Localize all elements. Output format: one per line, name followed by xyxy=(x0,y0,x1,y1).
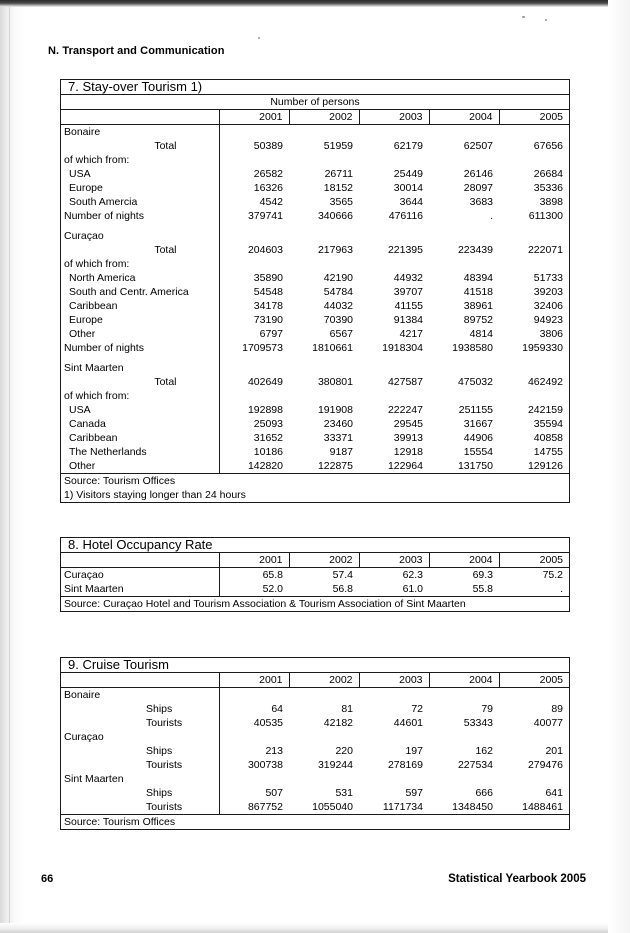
cell-2004: 251155 xyxy=(458,404,493,416)
cell-2004: 131750 xyxy=(457,460,493,472)
row-label: Curaçao xyxy=(61,730,219,744)
cell-2002: 44032 xyxy=(323,300,353,312)
cell-2001 xyxy=(219,730,289,744)
table-title: 7. Stay-over Tourism 1) xyxy=(61,80,569,95)
cell-2005 xyxy=(499,361,569,375)
table-row xyxy=(61,800,569,815)
row-label: Europe xyxy=(61,313,219,327)
row-label: South Amercia xyxy=(61,195,219,209)
cell-2001: 26582 xyxy=(253,168,283,180)
cell-2002: 26711 xyxy=(324,168,353,180)
table-row xyxy=(61,582,569,597)
cell-2005: 201 xyxy=(545,745,563,757)
cell-2004: 162 xyxy=(475,745,493,757)
cell-2003: 39707 xyxy=(393,286,423,298)
cell-2004 xyxy=(429,361,499,375)
cell-2003: 597 xyxy=(405,787,423,799)
cell-2003: 3644 xyxy=(399,196,423,208)
cell-2005: 222071 xyxy=(527,244,563,256)
table-row xyxy=(61,257,569,271)
table-row xyxy=(61,688,569,703)
table-row xyxy=(61,181,569,195)
year-header-row xyxy=(61,553,569,568)
cell-2002: 42190 xyxy=(323,272,353,284)
cell-2004: 69.3 xyxy=(472,569,493,581)
cell-2004 xyxy=(429,257,499,271)
year-header-2005: 2005 xyxy=(499,673,569,688)
cell-2002: 9187 xyxy=(329,446,353,458)
row-label: South and Centr. America xyxy=(61,285,219,299)
source-row xyxy=(61,474,569,489)
cell-2003: 4217 xyxy=(399,328,423,340)
cell-2003: 12918 xyxy=(393,446,423,458)
cell-2001: 65.8 xyxy=(262,569,283,581)
cell-2001 xyxy=(219,772,289,786)
cell-2003: 1918304 xyxy=(382,342,423,354)
cell-2001 xyxy=(219,361,289,375)
cell-2005 xyxy=(499,389,569,403)
cell-2005 xyxy=(499,257,569,271)
cell-2003 xyxy=(359,361,429,375)
cell-2002: 191908 xyxy=(317,404,353,416)
cell-2004 xyxy=(429,389,499,403)
cell-2002: 33371 xyxy=(323,432,353,444)
year-header-2002: 2002 xyxy=(289,110,359,125)
table-row xyxy=(61,744,569,758)
cell-2003: 72 xyxy=(411,703,423,715)
table-row xyxy=(61,271,569,285)
cell-2003: 29545 xyxy=(393,418,423,430)
cell-2005: 14755 xyxy=(533,446,563,458)
cell-2003 xyxy=(359,153,429,167)
cell-2003: 122964 xyxy=(387,460,423,472)
cell-2005 xyxy=(499,125,569,140)
cell-2005: 462492 xyxy=(527,376,563,388)
table-row xyxy=(61,153,569,167)
table-row xyxy=(61,195,569,209)
cell-2002: 3565 xyxy=(329,196,353,208)
year-header-2005: 2005 xyxy=(499,553,569,568)
cell-2005: 94923 xyxy=(533,314,563,326)
year-header-row xyxy=(61,673,569,688)
row-label: Bonaire xyxy=(61,125,219,140)
table-row xyxy=(61,361,569,375)
cell-2005: 3898 xyxy=(539,196,563,208)
cell-2004 xyxy=(429,772,499,786)
cell-2004: 3683 xyxy=(469,196,493,208)
cell-2003: 476116 xyxy=(388,210,423,222)
row-label: Sint Maarten xyxy=(61,361,219,375)
cell-2005 xyxy=(499,229,569,243)
cell-2004: 62507 xyxy=(463,140,493,152)
cell-2002: 6567 xyxy=(329,328,353,340)
year-header-2002: 2002 xyxy=(289,673,359,688)
cell-2004: 26146 xyxy=(463,168,493,180)
row-label: USA xyxy=(61,167,219,181)
cell-2004 xyxy=(429,730,499,744)
cell-2003 xyxy=(359,389,429,403)
cell-2002: 54784 xyxy=(323,286,353,298)
cell-2004: 15554 xyxy=(463,446,493,458)
year-header-2001: 2001 xyxy=(219,673,289,688)
cell-2002: 217963 xyxy=(317,244,353,256)
table-title: 8. Hotel Occupancy Rate xyxy=(61,538,569,553)
cell-2002: 57.4 xyxy=(332,569,353,581)
cell-2002: 220 xyxy=(335,745,353,757)
row-label: Bonaire xyxy=(61,688,219,703)
cell-2001: 25093 xyxy=(253,418,283,430)
row-label: Ships xyxy=(61,744,219,758)
table-title-row xyxy=(61,538,569,553)
cell-2005: 51733 xyxy=(533,272,563,284)
cell-2001: 204603 xyxy=(247,244,283,256)
cell-2005 xyxy=(499,688,569,703)
cell-2004: 1938580 xyxy=(452,342,493,354)
table-hotel-occupancy-rate xyxy=(60,537,570,612)
table-row xyxy=(61,299,569,313)
row-label: Canada xyxy=(61,417,219,431)
cell-2003 xyxy=(359,730,429,744)
cell-2002: 42182 xyxy=(323,717,353,729)
table-row xyxy=(61,786,569,800)
cell-2003: 221395 xyxy=(387,244,423,256)
cell-2003: 41155 xyxy=(394,300,423,312)
cell-2005: 611300 xyxy=(528,210,563,222)
cell-2003: 1171734 xyxy=(382,801,423,813)
cell-2001: 142820 xyxy=(247,460,283,472)
cell-2004: 44906 xyxy=(463,432,493,444)
table-row xyxy=(61,139,569,153)
cell-2003 xyxy=(359,125,429,140)
cell-2002: 319244 xyxy=(317,759,353,771)
cell-2002: 18152 xyxy=(323,182,353,194)
cell-2005: 26684 xyxy=(533,168,563,180)
table-row xyxy=(61,389,569,403)
cell-2003: 427587 xyxy=(387,376,423,388)
row-label: Tourists xyxy=(61,758,219,772)
cell-2004: 53343 xyxy=(463,717,493,729)
cell-2005: 35594 xyxy=(533,418,563,430)
cell-2001: 867752 xyxy=(247,801,283,813)
row-label: of which from: xyxy=(61,257,219,271)
source-row xyxy=(61,597,569,612)
unit-header: Number of persons xyxy=(61,95,569,110)
row-label: of which from: xyxy=(61,153,219,167)
cell-2004 xyxy=(429,688,499,703)
table-row xyxy=(61,431,569,445)
row-label: Total xyxy=(61,375,219,389)
year-header-2003: 2003 xyxy=(359,553,429,568)
cell-2002: 380801 xyxy=(317,376,353,388)
row-label: Caribbean xyxy=(61,431,219,445)
footnote-row xyxy=(61,488,569,502)
cell-2003: 61.0 xyxy=(402,583,423,595)
stay-over-tourism-table xyxy=(61,80,569,502)
cell-2001: 52.0 xyxy=(262,583,283,595)
cell-2002: 70390 xyxy=(323,314,353,326)
cell-2004: 31667 xyxy=(463,418,493,430)
cell-2005: 242159 xyxy=(527,404,563,416)
cell-2005: 67656 xyxy=(533,140,563,152)
cell-2005: 75.2 xyxy=(542,569,563,581)
cell-2005 xyxy=(499,772,569,786)
table-stay-over-tourism xyxy=(60,79,570,503)
cell-2002 xyxy=(289,389,359,403)
cell-2002: 340666 xyxy=(317,210,353,222)
cell-2001 xyxy=(219,257,289,271)
row-label: North America xyxy=(61,271,219,285)
cell-2005: 1959330 xyxy=(522,342,563,354)
cell-2005: 35336 xyxy=(533,182,563,194)
table-row xyxy=(61,125,569,140)
cell-2002 xyxy=(289,772,359,786)
page-number: 66 xyxy=(41,873,54,885)
cell-2002 xyxy=(289,257,359,271)
cell-2002 xyxy=(289,153,359,167)
row-label: Caribbean xyxy=(61,299,219,313)
cell-2002: 1055040 xyxy=(312,801,353,813)
cell-2002 xyxy=(289,730,359,744)
cell-2001: 73190 xyxy=(253,314,283,326)
cell-2004 xyxy=(429,229,499,243)
cell-2001 xyxy=(219,125,289,140)
cell-2001: 54548 xyxy=(253,286,283,298)
table-row xyxy=(61,285,569,299)
row-label: Ships xyxy=(61,786,219,800)
cell-2003: 62.3 xyxy=(402,569,423,581)
table-row xyxy=(61,243,569,257)
cell-2002: 531 xyxy=(335,787,353,799)
cell-2004: 79 xyxy=(481,703,493,715)
cell-2001: 50389 xyxy=(253,140,283,152)
cell-2002 xyxy=(289,688,359,703)
row-label: The Netherlands xyxy=(61,445,219,459)
year-header-2001: 2001 xyxy=(219,110,289,125)
cell-2005: 3806 xyxy=(539,328,563,340)
year-header-2003: 2003 xyxy=(359,673,429,688)
cell-2004: 227534 xyxy=(457,759,493,771)
cell-2003: 39913 xyxy=(393,432,423,444)
cell-2001 xyxy=(219,229,289,243)
cell-2001: 64 xyxy=(271,703,283,715)
cell-2004: 48394 xyxy=(463,272,493,284)
table-row xyxy=(61,417,569,431)
cell-2005: 1488461 xyxy=(522,801,563,813)
cell-2004 xyxy=(429,153,499,167)
row-label: Europe xyxy=(61,181,219,195)
cell-2001: 4542 xyxy=(259,196,283,208)
cell-2005: 279476 xyxy=(527,759,563,771)
year-header-blank xyxy=(61,673,219,688)
cell-2004: 4814 xyxy=(469,328,493,340)
table-row xyxy=(61,772,569,786)
cell-2005: 89 xyxy=(551,703,563,715)
cell-2003: 197 xyxy=(405,745,423,757)
cell-2001: 31652 xyxy=(253,432,283,444)
cell-2003: 44601 xyxy=(393,717,423,729)
year-header-blank xyxy=(61,110,219,125)
table-title-row xyxy=(61,80,569,95)
cell-2001 xyxy=(219,389,289,403)
cruise-tourism-table xyxy=(61,658,569,829)
year-header-2004: 2004 xyxy=(429,553,499,568)
table-title-row xyxy=(61,658,569,673)
table-row xyxy=(61,702,569,716)
cell-2001: 300738 xyxy=(247,759,283,771)
cell-2001: 35890 xyxy=(253,272,283,284)
cell-2003: 222247 xyxy=(387,404,423,416)
cell-2005: 32406 xyxy=(533,300,563,312)
table-row xyxy=(61,167,569,181)
cell-2001: 10186 xyxy=(253,446,283,458)
cell-2003: 25449 xyxy=(393,168,423,180)
table-cruise-tourism xyxy=(60,657,570,830)
row-label: USA xyxy=(61,403,219,417)
hotel-occupancy-table xyxy=(61,538,569,611)
year-header-2002: 2002 xyxy=(289,553,359,568)
cell-2001: 379741 xyxy=(247,210,283,222)
cell-2004: 28097 xyxy=(463,182,493,194)
cell-2002: 122875 xyxy=(317,460,353,472)
year-header-2004: 2004 xyxy=(429,673,499,688)
table-row xyxy=(61,209,569,223)
cell-2002: 23460 xyxy=(323,418,353,430)
year-header-2004: 2004 xyxy=(429,110,499,125)
cell-2005: 40858 xyxy=(533,432,563,444)
cell-2002: 56.8 xyxy=(332,583,353,595)
row-label: Number of nights xyxy=(61,341,219,355)
year-header-blank xyxy=(61,553,219,568)
section-header: N. Transport and Communication xyxy=(48,45,225,57)
cell-2002 xyxy=(289,361,359,375)
cell-2003 xyxy=(359,772,429,786)
row-label: Other xyxy=(61,459,219,474)
source-row xyxy=(61,815,569,830)
cell-2002: 81 xyxy=(341,703,353,715)
table-row xyxy=(61,730,569,744)
year-header-row xyxy=(61,110,569,125)
cell-2005 xyxy=(499,153,569,167)
source-note: Source: Tourism Offices xyxy=(61,474,569,489)
cell-2001 xyxy=(219,153,289,167)
table-row xyxy=(61,341,569,355)
year-header-2003: 2003 xyxy=(359,110,429,125)
table-row xyxy=(61,758,569,772)
unit-header-row xyxy=(61,95,569,110)
table-title: 9. Cruise Tourism xyxy=(61,658,569,673)
row-label: Total xyxy=(61,139,219,153)
table-row xyxy=(61,375,569,389)
row-label: Curaçao xyxy=(61,568,219,583)
cell-2004: 38961 xyxy=(463,300,493,312)
cell-2004: 666 xyxy=(475,787,493,799)
cell-2002: 51959 xyxy=(323,140,353,152)
cell-2005: 39203 xyxy=(533,286,563,298)
row-label: of which from: xyxy=(61,389,219,403)
table-row xyxy=(61,403,569,417)
cell-2005: . xyxy=(560,583,563,595)
cell-2001: 34178 xyxy=(253,300,283,312)
cell-2001: 213 xyxy=(265,745,283,757)
cell-2004: 89752 xyxy=(463,314,493,326)
cell-2001 xyxy=(219,688,289,703)
book-title-footer: Statistical Yearbook 2005 xyxy=(448,873,586,885)
cell-2001: 402649 xyxy=(247,376,283,388)
row-label: Tourists xyxy=(61,716,219,730)
row-label: Total xyxy=(61,243,219,257)
cell-2001: 192898 xyxy=(247,404,283,416)
cell-2005: 129126 xyxy=(527,460,563,472)
cell-2003: 44932 xyxy=(393,272,423,284)
row-label: Ships xyxy=(61,702,219,716)
cell-2005: 40077 xyxy=(533,717,563,729)
cell-2005 xyxy=(499,730,569,744)
table-row xyxy=(61,445,569,459)
cell-2004: 475032 xyxy=(457,376,493,388)
cell-2004: 41518 xyxy=(463,286,493,298)
row-label: Other xyxy=(61,327,219,341)
cell-2001: 40535 xyxy=(253,717,283,729)
cell-2003 xyxy=(359,257,429,271)
table-row xyxy=(61,459,569,474)
table-row xyxy=(61,229,569,243)
cell-2002: 1810661 xyxy=(312,342,353,354)
cell-2004 xyxy=(429,125,499,140)
cell-2001: 6797 xyxy=(259,328,283,340)
cell-2005: 641 xyxy=(545,787,563,799)
table-footnote: 1) Visitors staying longer than 24 hours xyxy=(64,489,246,501)
cell-2001: 16326 xyxy=(253,182,283,194)
cell-2004: . xyxy=(490,210,493,222)
cell-2001: 507 xyxy=(265,787,283,799)
table-row xyxy=(61,313,569,327)
cell-2003: 62179 xyxy=(393,140,423,152)
source-note: Source: Tourism Offices xyxy=(61,815,569,830)
row-label: Curaçao xyxy=(61,229,219,243)
row-label: Tourists xyxy=(61,800,219,815)
cell-2003: 30014 xyxy=(393,182,423,194)
cell-2004: 55.8 xyxy=(472,583,493,595)
year-header-2001: 2001 xyxy=(219,553,289,568)
cell-2003 xyxy=(359,688,429,703)
cell-2003: 278169 xyxy=(387,759,423,771)
source-note: Source: Curaçao Hotel and Tourism Association & Tourism Association of Sint Maarten xyxy=(61,597,569,612)
cell-2001: 1709573 xyxy=(242,342,283,354)
cell-2002 xyxy=(289,229,359,243)
table-row xyxy=(61,568,569,583)
cell-2004: 223439 xyxy=(457,244,493,256)
row-label: Sint Maarten xyxy=(61,582,219,597)
cell-2004: 1348450 xyxy=(452,801,493,813)
year-header-2005: 2005 xyxy=(499,110,569,125)
table-row xyxy=(61,327,569,341)
row-label: Number of nights xyxy=(61,209,219,223)
cell-2002 xyxy=(289,125,359,140)
row-label: Sint Maarten xyxy=(61,772,219,786)
table-row xyxy=(61,716,569,730)
cell-2003 xyxy=(359,229,429,243)
cell-2003: 91384 xyxy=(393,314,423,326)
